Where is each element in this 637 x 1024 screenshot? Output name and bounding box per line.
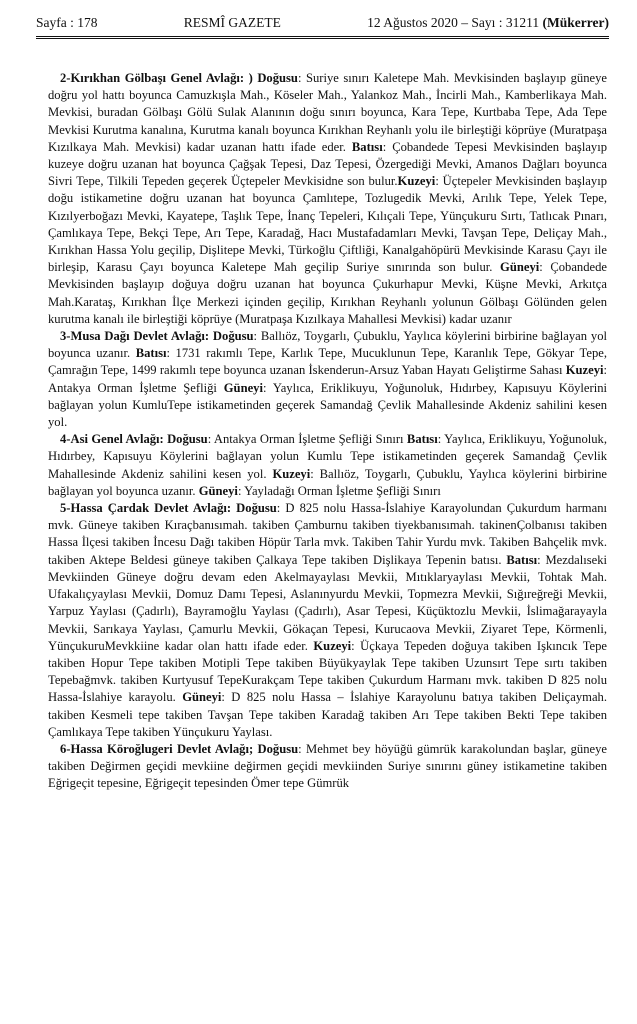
- section-paragraph: [48, 741, 607, 793]
- bold-heading: 6-Hassa Köroğlugeri Devlet Avlağı; Doğusu: [60, 741, 299, 756]
- body-text: : Antakya Orman İşletme Şefliği Sınırı: [207, 432, 407, 447]
- body-text: : Mehmet bey höyüğü gümrük karakolundan başlar, güneye takiben Değirmen geçidi mevkiine değirmen geçidi mevkiinden Suriye sınırını güney istikametine takiben Eğrigeçit tepesine, Eğrigeçit tepesinden Ömer tepe Gümrük: [48, 741, 607, 791]
- body-text: : Yaylıca, Eriklikuyu, Yoğunoluk, Hıdırbey, Kapısuyu Köylerini bağlayan yolun Kumlu Tepe istikametinden geçerek Samandağ Çevlik Mahallesinde Akdeniz sahilini kesen yol.: [48, 432, 607, 481]
- header-rule: [36, 36, 609, 37]
- document-body: [48, 70, 607, 793]
- page-header: [36, 14, 609, 32]
- bold-heading: Güneyi: [500, 260, 540, 275]
- issue-date: 12 Ağustos 2020 – Sayı : 31211: [367, 15, 540, 30]
- bold-heading: Güneyi: [198, 483, 238, 498]
- body-text: : Ballıöz, Toygarlı, Çubuklu, Yaylıca köylerini birbirine bağlayan yol boyunca uzanır.: [48, 329, 607, 361]
- body-text: : Yayladağı Orman İşletme Şefliği Sınırı: [237, 483, 441, 498]
- body-text: : Çobandede Mevkisinden başlayıp doğuya doğru uzanan hat boyunca Çukurhapur Mevki, Küşne Mevki, Arkıtça Mah.Karataş, Kırıkhan İlçe Merkezi içinden geçilip, Kırıkhan Reyhanlı yolunun Gölbaşı Gölünden gelen kurutma kanalı ile birleştiği köprüye (Muratpaşa Kızılkaya Mahallesi Mevkisi) kadar uzanır: [48, 260, 607, 326]
- body-text: : D 825 nolu Hassa – İslahiye Karayolunu batıya takiben Deliçaymah. takiben Kesmeli tepe takiben Tavşan Tepe takiben Karadağ takiben Arı Tepe takiben Bekti Tepe takiben Çamlıkaya Tepe takiben Yünçukuru Yaylası.: [48, 690, 607, 739]
- bold-heading: Batısı: [351, 139, 383, 154]
- bold-heading: 5-Hassa Çardak Devlet Avlağı: Doğusu: [60, 501, 277, 516]
- bold-heading: 3-Musa Dağı Devlet Avlağı: Doğusu: [60, 329, 254, 344]
- bold-heading: Batısı: [406, 432, 438, 447]
- bold-heading: Kuzeyi: [272, 466, 311, 481]
- section-paragraph: [48, 70, 607, 328]
- header-rule-double: [36, 38, 609, 39]
- section-paragraph: [48, 431, 607, 500]
- body-text: : Çobandede Tepesi Mevkisinden başlayıp kuzeye doğru uzanan hat boyunca Çağşak Tepesi, Daz Tepesi, Özergediği Mevki, Amanos Dağları boyunca Sivri Tepe, Tilkili Tepeden geçerek Üçtepeler Mevkisidne son bulur.: [48, 139, 608, 189]
- body-text: : Antakya Orman İşletme Şefliği: [48, 363, 607, 395]
- issue-edition: (Mükerrer): [542, 15, 609, 30]
- section-paragraph: [48, 328, 607, 431]
- bold-heading: Kuzeyi: [565, 363, 604, 378]
- bold-heading: Batısı: [135, 346, 167, 361]
- bold-heading: Güneyi: [223, 380, 263, 395]
- section-paragraph: [48, 500, 607, 741]
- body-text: : 1731 rakımlı Tepe, Karlık Tepe, Mucuklunun Tepe, Karanlık Tepe, Gökyar Tepe, Çamrağın Tepe, 1499 rakımlı tepe boyunca uzanan İskenderun-Arsuz Yaban Hayatı Geliştirme Sahası: [48, 346, 607, 378]
- bold-heading: Kuzeyi: [313, 638, 352, 653]
- body-text: : Ballıöz, Toygarlı, Çubuklu, Yaylıca köylerini birbirine bağlayan yol boyunca uzanır.: [48, 466, 607, 498]
- bold-heading: Batısı: [506, 552, 538, 567]
- bold-heading: 4-Asi Genel Avlağı: Doğusu: [60, 432, 208, 447]
- gazette-title: RESMÎ GAZETE: [183, 15, 281, 30]
- bold-heading: 2-Kırıkhan Gölbaşı Genel Avlağı: ) Doğusu: [60, 71, 298, 85]
- body-text: : Üçkaya Tepeden doğuya takiben Işkıncık Tepe takiben Hopur Tepe takiben Motipli Tepe takiben Büyükyaylak Tepe takiben Uzunsırt Tepe sırtı takiben Tepebağmvk. takiben Kurtyusuf TepeKurakçam Tepe takiben Çukurdum Harmanı mvk. takiben D 825 nolu Hassa-İslahiye karayolu.: [48, 638, 607, 705]
- issue-info: [367, 14, 609, 32]
- body-text: : Üçtepeler Mevkisinden başlayıp doğu istikametine doğru uzanan hat boyunca Çamlıtepe, Tozlugedik Mevki, Arılık Tepe, Yelek Tepe, Kızılyerboğazı Mevki, Kayatepe, Taşlık Tepe, İnanç Tepeleri, Kılıçali Tepe, Yünçukuru Sırtı, Tatlıcak Pınarı, Çamlıkaya Tepe, Bekçi Tepe, Arı Tepe, Karadağ, Hacı Mustafadamları Mevki, Tavşan Tepe, Deliçay Mah., Kırıkhan Hassa Yolu geçilip, Dişlitepe Mevki, Türkoğlu Çiftliği, Kanalgahöpürü Mevkisinde Karasu Çayı ile birleşip, Karasu Çayı boyunca Kaletepe Mah geçilip Suriye sınırında son bulur.: [48, 174, 607, 275]
- body-text: : Yaylıca, Eriklikuyu, Yoğunoluk, Hıdırbey, Kapısuyu Köylerini bağlayan yolun KumluTepe istikametinden geçerek Samandağ Çevlik Mahallesinde Akdeniz sahilini kesen yol.: [48, 380, 607, 430]
- page-number: Sayfa : 178: [36, 15, 98, 30]
- bold-heading: Kuzeyi: [397, 174, 436, 189]
- body-text: : D 825 nolu Hassa-İslahiye Karayolundan Çukurdum harmanı mvk. Güneye takiben Kıraçbanısımah. takiben Çamburnu takiben tiyekbanısımah. takinenÇolbanısı takiben Hassa İlçesi takiben İncesu Dağı takiben Höpür Tarla mvk. Takiben Tahir Yurdu mvk. Takiben Bahçelik mvk. takiben Aktepe Beldesi güneye takiben Çalkaya Tepe takiben Dişlikaya Tepenin batısı.: [48, 501, 607, 567]
- bold-heading: Güneyi: [182, 690, 222, 705]
- body-text: : Mezdalıseki Mevkiinden Güneye doğru devam eden Akelmayaylası Mevkii, Mıtıklaryaylası Mevkii, Tohtak Mah. Ufakalıçyaylası Mevkii, Domuz Damı Tepesi, Aslanınyurdu Mevkii, Topmezra Mevkii, Sığıreğreği Mevkii, Yarpuz Yaylası (Çadırlı), Bayramoğlu Yaylası (Çadırlı), Asar Tepesi, Küçüktozlu Mevkii, İslimağarayayla Mevkii, Sarıkaya Yaylası, Çamurlu Mevkii, Gökaçan Tepesi, Kurucaova Mevkii, Ziyaret Tepe, Körmenli, YünçukuruMevkkiine kadar olan hattı ifade eder.: [48, 552, 608, 653]
- body-text: : Suriye sınırı Kaletepe Mah. Mevkisinden başlayıp güneye doğru yol hattı boyunca Camuzkışla Mah., Köseler Mah., Yalankoz Mah., İncirli Mah., Kamberlikaya Mah. Mevkisi, buradan Gölbaşı Gölü Sulak Alanının doğu sınırı boyunca, Kara Tepe, Kurtbaba Tepe, Ada Tepe Mevkisi Kurutma kanalına, Kurutma kanalı boyunca Kırıkhan Reyhanlı yolu ile birleştiği köprüye (Muratpaşa Kızılkaya Mah. Mevkisi) kadar uzanan hattı ifade eder.: [48, 71, 607, 154]
